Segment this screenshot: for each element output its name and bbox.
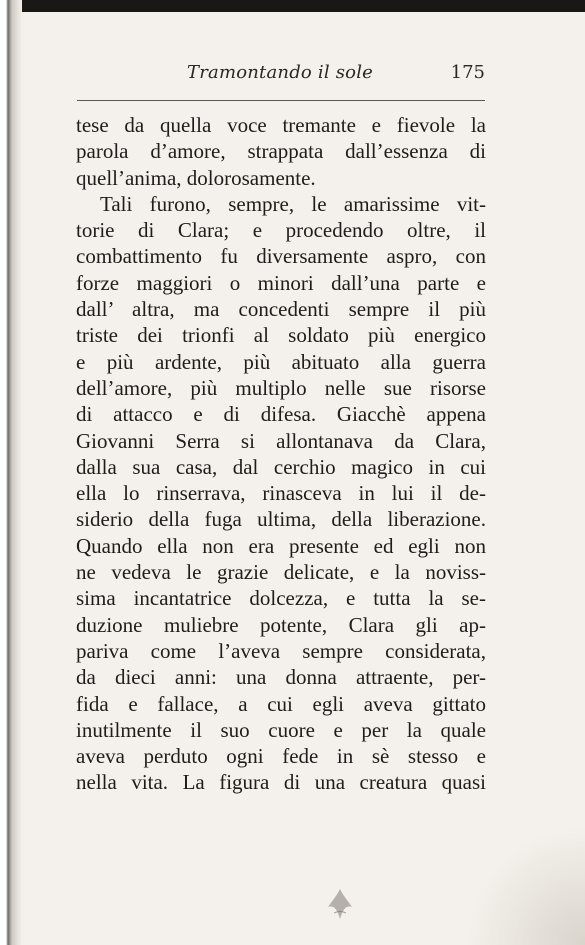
text-line: dell’amore, più multiplo nelle sue risorse [76,375,486,400]
text-line: torie di Clara; e procedendo oltre, il [76,218,486,243]
page-corner-shadow [465,825,585,945]
text-line: duzione muliebre potente, Clara gli ap- [76,612,486,637]
page-top-edge [0,0,585,12]
printer-ornament-icon [320,885,360,925]
body-text [76,112,486,796]
running-header [75,62,485,92]
text-line: tese da quella voce tremante e fievole la [76,113,486,137]
text-line: sima incantatrice dolcezza, e tutta la se- [76,586,486,611]
text-line: di attacco e di difesa. Giacchè appena [76,402,486,427]
text-line: e più ardente, più abituato alla guerra [76,349,486,374]
text-line: pariva come l’aveva sempre considerata, [76,638,486,663]
text-line: quell’anima, dolorosamente. [76,165,316,190]
text-line: ne vedeva le grazie delicate, e la noviss- [76,560,486,585]
text-line: combattimento fu diversamente aspro, con [76,244,486,269]
text-line: da dieci anni: una donna attraente, per- [76,665,486,690]
text-line: Quando ella non era presente ed egli non [76,533,486,558]
text-line: siderio della fuga ultima, della liberazione. [76,507,486,532]
running-title: Tramontando il sole [187,62,373,83]
text-line: fida e fallace, a cui egli aveva gittato [76,691,486,716]
header-rule [77,100,485,101]
text-line: Tali furono, sempre, le amarissime vit- [100,191,486,216]
text-line: ella lo rinserrava, rinasceva in lui il de- [76,481,486,506]
text-line: dall’ altra, ma concedenti sempre il più [76,297,486,322]
text-line: parola d’amore, strappata dall’essenza di [76,139,486,164]
text-line: nella vita. La figura di una creatura quasi [76,770,486,795]
text-line: inutilmente il suo cuore e per la quale [76,717,486,742]
page-number: 175 [450,62,485,83]
text-line: aveva perduto ogni fede in sè stesso e [76,744,486,769]
text-line: forze maggiori o minori dall’una parte e [76,270,486,295]
text-line: dalla sua casa, dal cerchio magico in cui [76,454,486,479]
page-binding-edge [0,0,22,945]
text-line: Giovanni Serra si allontanava da Clara, [76,428,486,453]
text-line: triste dei trionfi al soldato più energico [76,323,486,348]
